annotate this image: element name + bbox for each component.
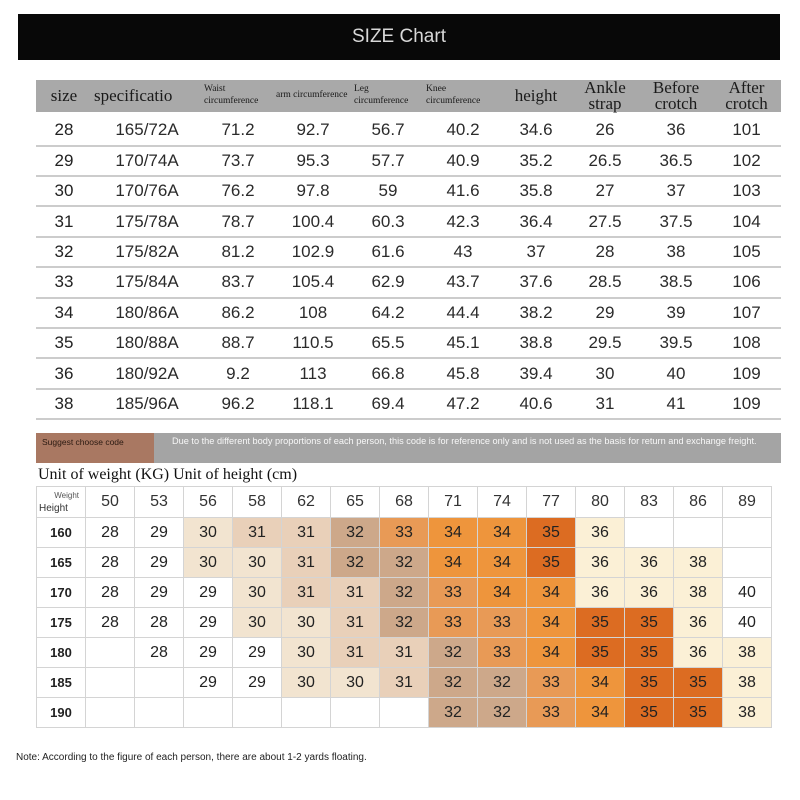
size-table-cell: 41	[640, 390, 712, 420]
size-table-cell: 103	[712, 177, 781, 207]
size-table-cell: 73.7	[202, 147, 274, 177]
header-specification: specificatio	[92, 80, 202, 116]
size-table-cell: 31	[36, 207, 92, 237]
size-recommendation-cell: 29	[184, 578, 233, 608]
height-label-cell: 175	[37, 608, 86, 638]
size-table-cell: 175/84A	[92, 268, 202, 298]
corner-height-label: Height	[39, 503, 68, 514]
size-recommendation-cell: 34	[527, 578, 576, 608]
size-table-cell: 40	[640, 359, 712, 389]
size-recommendation-cell: 32	[478, 668, 527, 698]
size-recommendation-cell: 35	[576, 608, 625, 638]
corner-weight-label: Weight	[54, 491, 79, 500]
size-table-cell: 29	[36, 147, 92, 177]
height-row	[37, 698, 772, 728]
height-label-cell: 190	[37, 698, 86, 728]
size-table-cell: 34.6	[502, 116, 570, 146]
suggest-label: Suggest choose code	[36, 433, 154, 463]
size-recommendation-cell: 35	[625, 638, 674, 668]
size-recommendation-cell: 34	[478, 518, 527, 548]
size-recommendation-cell: 35	[625, 608, 674, 638]
size-table-cell: 39.5	[640, 329, 712, 359]
size-table-cell: 37.5	[640, 207, 712, 237]
size-table-cell: 108	[712, 329, 781, 359]
size-recommendation-cell: 30	[282, 638, 331, 668]
size-recommendation-cell: 29	[135, 548, 184, 578]
suggest-bar	[36, 433, 781, 463]
size-table-cell: 81.2	[202, 238, 274, 268]
size-recommendation-cell: 29	[184, 608, 233, 638]
size-table-cell: 175/78A	[92, 207, 202, 237]
size-table-row	[36, 116, 781, 146]
size-recommendation-cell	[135, 698, 184, 728]
size-table-cell: 43	[424, 238, 502, 268]
size-recommendation-cell: 31	[282, 548, 331, 578]
weight-header-cell: 89	[723, 487, 772, 518]
height-row	[37, 668, 772, 698]
size-table-cell: 38	[640, 238, 712, 268]
size-recommendation-cell: 28	[86, 608, 135, 638]
size-recommendation-cell: 30	[233, 608, 282, 638]
size-recommendation-cell: 31	[282, 518, 331, 548]
height-row	[37, 548, 772, 578]
size-recommendation-cell: 28	[135, 638, 184, 668]
size-recommendation-cell: 35	[527, 518, 576, 548]
size-table	[36, 80, 781, 420]
height-label-cell: 170	[37, 578, 86, 608]
size-recommendation-cell: 35	[625, 668, 674, 698]
size-table-cell: 175/82A	[92, 238, 202, 268]
size-table-cell: 44.4	[424, 299, 502, 329]
size-table-cell: 35.8	[502, 177, 570, 207]
size-recommendation-cell	[625, 518, 674, 548]
size-table-cell: 96.2	[202, 390, 274, 420]
size-recommendation-cell	[135, 668, 184, 698]
size-recommendation-cell: 38	[723, 698, 772, 728]
size-table-cell: 102.9	[274, 238, 352, 268]
size-table-cell: 109	[712, 390, 781, 420]
size-recommendation-cell: 30	[282, 608, 331, 638]
size-recommendation-cell: 28	[135, 608, 184, 638]
size-recommendation-cell: 34	[478, 548, 527, 578]
size-recommendation-cell: 36	[576, 548, 625, 578]
size-table-cell: 95.3	[274, 147, 352, 177]
size-recommendation-cell: 34	[527, 638, 576, 668]
size-table-cell: 28	[36, 116, 92, 146]
size-recommendation-cell	[282, 698, 331, 728]
size-table-cell: 37.6	[502, 268, 570, 298]
size-table-cell: 28	[570, 238, 640, 268]
size-table-cell: 38	[36, 390, 92, 420]
size-table-cell: 180/88A	[92, 329, 202, 359]
size-recommendation-cell: 35	[674, 698, 723, 728]
size-table-cell: 38.5	[640, 268, 712, 298]
size-recommendation-cell	[233, 698, 282, 728]
size-table-cell: 106	[712, 268, 781, 298]
size-table-cell: 39.4	[502, 359, 570, 389]
size-recommendation-cell: 34	[478, 578, 527, 608]
size-table-cell: 35.2	[502, 147, 570, 177]
size-table-cell: 118.1	[274, 390, 352, 420]
size-recommendation-cell: 28	[86, 548, 135, 578]
size-recommendation-cell	[86, 638, 135, 668]
size-recommendation-cell: 34	[576, 698, 625, 728]
height-row	[37, 518, 772, 548]
size-table-cell: 37	[502, 238, 570, 268]
size-recommendation-cell: 31	[380, 668, 429, 698]
size-recommendation-cell: 32	[429, 698, 478, 728]
size-recommendation-cell: 31	[331, 638, 380, 668]
size-table-row	[36, 147, 781, 177]
size-recommendation-cell: 40	[723, 608, 772, 638]
size-table-cell: 36	[640, 116, 712, 146]
height-label-cell: 160	[37, 518, 86, 548]
size-table-cell: 34	[36, 299, 92, 329]
weight-header-cell: 53	[135, 487, 184, 518]
size-recommendation-cell: 30	[282, 668, 331, 698]
size-table-cell: 36	[36, 359, 92, 389]
size-table-cell: 27.5	[570, 207, 640, 237]
recommendation-body	[37, 518, 772, 728]
size-recommendation-cell: 34	[429, 518, 478, 548]
size-recommendation-cell: 40	[723, 578, 772, 608]
size-recommendation-cell	[184, 698, 233, 728]
unit-caption: Unit of weight (KG) Unit of height (cm)	[38, 466, 298, 483]
size-table-header-row	[36, 80, 781, 116]
size-table-cell: 30	[36, 177, 92, 207]
size-table-cell: 65.5	[352, 329, 424, 359]
size-table-row	[36, 177, 781, 207]
header-waist: Waist circumference	[202, 80, 274, 116]
size-recommendation-cell: 30	[184, 518, 233, 548]
size-recommendation-cell: 33	[527, 668, 576, 698]
size-recommendation-cell: 36	[674, 638, 723, 668]
header-ankle-strap: Ankle strap	[570, 80, 640, 116]
header-arm: arm circumference	[274, 80, 352, 116]
size-recommendation-cell	[86, 698, 135, 728]
size-recommendation-cell: 33	[527, 698, 576, 728]
size-table-cell: 45.1	[424, 329, 502, 359]
size-table-cell: 9.2	[202, 359, 274, 389]
size-table-cell: 62.9	[352, 268, 424, 298]
size-recommendation-cell: 32	[380, 608, 429, 638]
header-height: height	[502, 80, 570, 116]
size-recommendation-cell: 31	[380, 638, 429, 668]
size-recommendation-cell: 30	[331, 668, 380, 698]
weight-header-cell: 56	[184, 487, 233, 518]
size-recommendation-cell: 29	[135, 578, 184, 608]
size-table-cell: 43.7	[424, 268, 502, 298]
size-recommendation-cell	[674, 518, 723, 548]
size-table-cell: 40.2	[424, 116, 502, 146]
size-recommendation-cell: 29	[233, 668, 282, 698]
size-table-cell: 66.8	[352, 359, 424, 389]
weight-header-cell: 74	[478, 487, 527, 518]
size-table-cell: 69.4	[352, 390, 424, 420]
grid-corner	[37, 487, 86, 518]
size-table-cell: 35	[36, 329, 92, 359]
size-table-cell: 88.7	[202, 329, 274, 359]
size-table-cell: 101	[712, 116, 781, 146]
size-recommendation-cell: 38	[674, 548, 723, 578]
height-label-cell: 180	[37, 638, 86, 668]
size-table-cell: 110.5	[274, 329, 352, 359]
height-label-cell: 185	[37, 668, 86, 698]
size-table-cell: 102	[712, 147, 781, 177]
size-recommendation-cell: 33	[478, 608, 527, 638]
size-table-row	[36, 238, 781, 268]
size-recommendation-cell: 35	[674, 668, 723, 698]
weight-header-cell: 71	[429, 487, 478, 518]
size-table-cell: 104	[712, 207, 781, 237]
size-recommendation-cell: 38	[723, 668, 772, 698]
size-recommendation-cell: 32	[478, 698, 527, 728]
size-recommendation-cell: 34	[576, 668, 625, 698]
header-size: size	[36, 80, 92, 116]
size-table-row	[36, 329, 781, 359]
size-recommendation-cell: 33	[429, 608, 478, 638]
size-recommendation-cell: 36	[625, 578, 674, 608]
size-recommendation-cell	[380, 698, 429, 728]
size-recommendation-cell: 30	[233, 578, 282, 608]
size-recommendation-cell: 35	[576, 638, 625, 668]
header-leg: Leg circumference	[352, 80, 424, 116]
size-table-cell: 40.6	[502, 390, 570, 420]
size-table-row	[36, 359, 781, 389]
size-recommendation-grid	[36, 486, 772, 728]
size-table-cell: 59	[352, 177, 424, 207]
size-table-cell: 78.7	[202, 207, 274, 237]
size-table-cell: 56.7	[352, 116, 424, 146]
size-table-cell: 83.7	[202, 268, 274, 298]
weight-header-cell: 77	[527, 487, 576, 518]
size-table-cell: 92.7	[274, 116, 352, 146]
size-recommendation-cell: 31	[331, 608, 380, 638]
size-table-cell: 165/72A	[92, 116, 202, 146]
size-table-cell: 29	[570, 299, 640, 329]
size-table-cell: 28.5	[570, 268, 640, 298]
size-table-cell: 29.5	[570, 329, 640, 359]
size-recommendation-cell: 29	[184, 638, 233, 668]
size-table-cell: 105	[712, 238, 781, 268]
size-recommendation-cell: 32	[429, 668, 478, 698]
weight-header-cell: 50	[86, 487, 135, 518]
size-table-cell: 32	[36, 238, 92, 268]
size-table-row	[36, 299, 781, 329]
weight-header-cell: 80	[576, 487, 625, 518]
weight-header-cell: 58	[233, 487, 282, 518]
size-recommendation-cell: 31	[282, 578, 331, 608]
size-table-cell: 42.3	[424, 207, 502, 237]
size-recommendation-cell: 32	[331, 518, 380, 548]
size-recommendation-cell: 32	[380, 548, 429, 578]
size-recommendation-cell	[331, 698, 380, 728]
height-row	[37, 608, 772, 638]
size-recommendation-cell	[723, 548, 772, 578]
size-recommendation-cell: 36	[674, 608, 723, 638]
size-table-cell: 45.8	[424, 359, 502, 389]
size-table-row	[36, 390, 781, 420]
size-recommendation-cell: 28	[86, 518, 135, 548]
size-table-cell: 86.2	[202, 299, 274, 329]
size-table-cell: 36.4	[502, 207, 570, 237]
size-recommendation-cell: 29	[184, 668, 233, 698]
size-table-cell: 26	[570, 116, 640, 146]
size-recommendation-cell: 33	[429, 578, 478, 608]
size-recommendation-cell: 35	[527, 548, 576, 578]
size-table-cell: 97.8	[274, 177, 352, 207]
size-recommendation-cell: 32	[331, 548, 380, 578]
size-table-cell: 37	[640, 177, 712, 207]
size-table-cell: 33	[36, 268, 92, 298]
size-table-cell: 26.5	[570, 147, 640, 177]
size-table-cell: 185/96A	[92, 390, 202, 420]
size-table-cell: 39	[640, 299, 712, 329]
size-table-cell: 47.2	[424, 390, 502, 420]
size-table-cell: 36.5	[640, 147, 712, 177]
size-recommendation-cell: 30	[184, 548, 233, 578]
size-table-cell: 57.7	[352, 147, 424, 177]
size-table-body	[36, 116, 781, 420]
weight-header-cell: 68	[380, 487, 429, 518]
size-table-cell: 71.2	[202, 116, 274, 146]
size-recommendation-cell: 32	[429, 638, 478, 668]
size-recommendation-cell	[86, 668, 135, 698]
height-row	[37, 578, 772, 608]
size-table-cell: 31	[570, 390, 640, 420]
size-table-cell: 30	[570, 359, 640, 389]
size-table-cell: 40.9	[424, 147, 502, 177]
size-table-cell: 170/76A	[92, 177, 202, 207]
title-bar	[18, 14, 780, 60]
size-table-cell: 180/92A	[92, 359, 202, 389]
size-recommendation-cell: 38	[674, 578, 723, 608]
header-knee: Knee circumference	[424, 80, 502, 116]
size-table-row	[36, 207, 781, 237]
footnote: Note: According to the figure of each person, there are about 1-2 yards floating.	[16, 752, 367, 763]
weight-header-row	[37, 487, 772, 518]
size-recommendation-cell: 33	[478, 638, 527, 668]
size-table-cell: 113	[274, 359, 352, 389]
size-recommendation-cell: 33	[380, 518, 429, 548]
weight-header-cell: 86	[674, 487, 723, 518]
header-after-crotch: After crotch	[712, 80, 781, 116]
size-table-cell: 100.4	[274, 207, 352, 237]
size-recommendation-cell	[723, 518, 772, 548]
size-recommendation-cell: 29	[233, 638, 282, 668]
size-table-cell: 107	[712, 299, 781, 329]
size-recommendation-cell: 35	[625, 698, 674, 728]
size-recommendation-cell: 30	[233, 548, 282, 578]
size-table-cell: 170/74A	[92, 147, 202, 177]
height-label-cell: 165	[37, 548, 86, 578]
size-recommendation-cell: 36	[576, 518, 625, 548]
size-recommendation-cell: 38	[723, 638, 772, 668]
page-title: SIZE Chart	[352, 26, 446, 47]
header-before-crotch: Before crotch	[640, 80, 712, 116]
weight-header-cell: 62	[282, 487, 331, 518]
size-table-cell: 38.8	[502, 329, 570, 359]
weight-header-cell: 65	[331, 487, 380, 518]
size-table-cell: 41.6	[424, 177, 502, 207]
size-table-cell: 60.3	[352, 207, 424, 237]
size-table-cell: 27	[570, 177, 640, 207]
size-recommendation-cell: 29	[135, 518, 184, 548]
size-table-cell: 64.2	[352, 299, 424, 329]
size-table-cell: 108	[274, 299, 352, 329]
size-recommendation-cell: 31	[233, 518, 282, 548]
height-row	[37, 638, 772, 668]
weight-header-cell: 83	[625, 487, 674, 518]
size-recommendation-cell: 34	[429, 548, 478, 578]
size-table-cell: 180/86A	[92, 299, 202, 329]
size-recommendation-cell: 28	[86, 578, 135, 608]
size-recommendation-cell: 32	[380, 578, 429, 608]
size-table-cell: 38.2	[502, 299, 570, 329]
size-recommendation-cell: 31	[331, 578, 380, 608]
size-table-cell: 76.2	[202, 177, 274, 207]
size-recommendation-cell: 36	[625, 548, 674, 578]
size-table-cell: 61.6	[352, 238, 424, 268]
size-table-cell: 105.4	[274, 268, 352, 298]
size-recommendation-cell: 36	[576, 578, 625, 608]
suggest-note: Due to the different body proportions of each person, this code is for reference only and is not used as the basis for return and exchange freight.	[172, 436, 757, 446]
size-table-cell: 109	[712, 359, 781, 389]
size-recommendation-cell: 34	[527, 608, 576, 638]
size-table-row	[36, 268, 781, 298]
